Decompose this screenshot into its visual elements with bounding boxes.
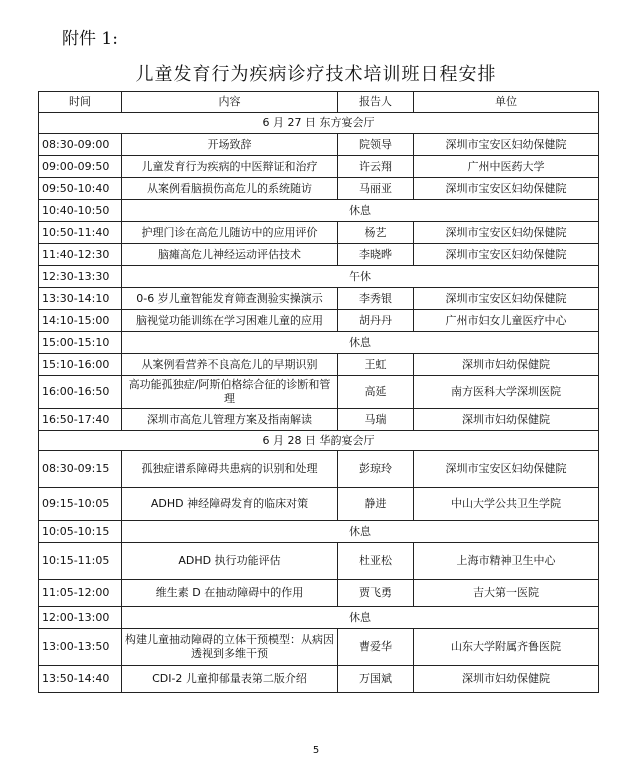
content-cell: 0-6 岁儿童智能发育筛查测验实操演示	[122, 288, 338, 310]
break-label: 休息	[122, 200, 599, 222]
time-cell: 10:05-10:15	[39, 521, 122, 543]
break-label: 休息	[122, 607, 599, 629]
content-cell: 脑视觉功能训练在学习困难儿童的应用	[122, 310, 338, 332]
speaker-cell: 李秀银	[338, 288, 414, 310]
time-cell: 13:30-14:10	[39, 288, 122, 310]
content-cell: CDI-2 儿童抑郁量表第二版介绍	[122, 666, 338, 693]
time-cell: 11:40-12:30	[39, 244, 122, 266]
organization-cell: 南方医科大学深圳医院	[414, 376, 599, 409]
annex-label: 附件 1:	[62, 29, 118, 49]
content-cell: 维生素 D 在抽动障碍中的作用	[122, 580, 338, 607]
speaker-cell: 杨艺	[338, 222, 414, 244]
table-row	[39, 134, 599, 156]
table-row	[39, 580, 599, 607]
time-cell: 08:30-09:00	[39, 134, 122, 156]
column-header-time: 时间	[39, 92, 122, 113]
speaker-cell: 王虹	[338, 354, 414, 376]
time-cell: 13:50-14:40	[39, 666, 122, 693]
content-cell: 孤独症谱系障碍共患病的识别和处理	[122, 451, 338, 488]
time-cell: 10:15-11:05	[39, 543, 122, 580]
content-cell: 从案例看脑损伤高危儿的系统随访	[122, 178, 338, 200]
table-row	[39, 178, 599, 200]
organization-cell: 吉大第一医院	[414, 580, 599, 607]
content-cell: 儿童发育行为疾病的中医辩证和治疗	[122, 156, 338, 178]
organization-cell: 深圳市宝安区妇幼保健院	[414, 451, 599, 488]
day-header: 6 月 28 日 华韵宴会厅	[39, 431, 599, 451]
content-cell: 高功能孤独症/阿斯伯格综合征的诊断和管理	[122, 376, 338, 409]
day-header: 6 月 27 日 东方宴会厅	[39, 113, 599, 134]
day-header-row	[39, 113, 599, 134]
column-header-speaker: 报告人	[338, 92, 414, 113]
organization-cell: 深圳市宝安区妇幼保健院	[414, 222, 599, 244]
break-label: 休息	[122, 521, 599, 543]
speaker-cell: 贾飞勇	[338, 580, 414, 607]
time-cell: 13:00-13:50	[39, 629, 122, 666]
content-cell: 护理门诊在高危儿随访中的应用评价	[122, 222, 338, 244]
break-label: 午休	[122, 266, 599, 288]
break-row	[39, 200, 599, 222]
table-row	[39, 666, 599, 693]
speaker-cell: 许云翔	[338, 156, 414, 178]
speaker-cell: 杜亚松	[338, 543, 414, 580]
time-cell: 12:30-13:30	[39, 266, 122, 288]
organization-cell: 上海市精神卫生中心	[414, 543, 599, 580]
table-row	[39, 156, 599, 178]
break-row	[39, 607, 599, 629]
organization-cell: 深圳市宝安区妇幼保健院	[414, 134, 599, 156]
page-title: 儿童发育行为疾病诊疗技术培训班日程安排	[135, 64, 497, 85]
table-row	[39, 222, 599, 244]
time-cell: 15:10-16:00	[39, 354, 122, 376]
speaker-cell: 彭琼玲	[338, 451, 414, 488]
table-row	[39, 488, 599, 521]
speaker-cell: 马瑞	[338, 409, 414, 431]
page-number: 5	[312, 745, 320, 756]
speaker-cell: 高延	[338, 376, 414, 409]
speaker-cell: 万国斌	[338, 666, 414, 693]
organization-cell: 山东大学附属齐鲁医院	[414, 629, 599, 666]
organization-cell: 深圳市宝安区妇幼保健院	[414, 244, 599, 266]
time-cell: 12:00-13:00	[39, 607, 122, 629]
content-cell: ADHD 神经障碍发育的临床对策	[122, 488, 338, 521]
content-cell: 开场致辞	[122, 134, 338, 156]
schedule-body	[39, 113, 599, 693]
speaker-cell: 胡丹丹	[338, 310, 414, 332]
time-cell: 10:50-11:40	[39, 222, 122, 244]
time-cell: 14:10-15:00	[39, 310, 122, 332]
time-cell: 09:00-09:50	[39, 156, 122, 178]
table-row	[39, 288, 599, 310]
content-cell: ADHD 执行功能评估	[122, 543, 338, 580]
organization-cell: 广州市妇女儿童医疗中心	[414, 310, 599, 332]
content-cell: 从案例看营养不良高危儿的早期识别	[122, 354, 338, 376]
organization-cell: 中山大学公共卫生学院	[414, 488, 599, 521]
organization-cell: 深圳市妇幼保健院	[414, 666, 599, 693]
table-row	[39, 543, 599, 580]
break-row	[39, 266, 599, 288]
speaker-cell: 马丽亚	[338, 178, 414, 200]
column-header-organization: 单位	[414, 92, 599, 113]
organization-cell: 深圳市宝安区妇幼保健院	[414, 288, 599, 310]
organization-cell: 广州中医药大学	[414, 156, 599, 178]
time-cell: 10:40-10:50	[39, 200, 122, 222]
day-header-row	[39, 431, 599, 451]
content-cell: 深圳市高危儿管理方案及指南解读	[122, 409, 338, 431]
time-cell: 11:05-12:00	[39, 580, 122, 607]
time-cell: 09:15-10:05	[39, 488, 122, 521]
speaker-cell: 院领导	[338, 134, 414, 156]
schedule-table	[38, 91, 599, 693]
column-header-content: 内容	[122, 92, 338, 113]
time-cell: 09:50-10:40	[39, 178, 122, 200]
table-row	[39, 376, 599, 409]
content-cell: 构建儿童抽动障碍的立体干预模型：从病因透视到多维干预	[122, 629, 338, 666]
time-cell: 08:30-09:15	[39, 451, 122, 488]
speaker-cell: 静进	[338, 488, 414, 521]
speaker-cell: 李晓晔	[338, 244, 414, 266]
content-cell: 脑瘫高危儿神经运动评估技术	[122, 244, 338, 266]
table-row	[39, 244, 599, 266]
time-cell: 16:50-17:40	[39, 409, 122, 431]
break-row	[39, 332, 599, 354]
break-label: 休息	[122, 332, 599, 354]
table-row	[39, 409, 599, 431]
table-row	[39, 629, 599, 666]
break-row	[39, 521, 599, 543]
organization-cell: 深圳市妇幼保健院	[414, 354, 599, 376]
time-cell: 16:00-16:50	[39, 376, 122, 409]
table-row	[39, 354, 599, 376]
table-row	[39, 310, 599, 332]
speaker-cell: 曹爱华	[338, 629, 414, 666]
organization-cell: 深圳市宝安区妇幼保健院	[414, 178, 599, 200]
organization-cell: 深圳市妇幼保健院	[414, 409, 599, 431]
table-row	[39, 451, 599, 488]
time-cell: 15:00-15:10	[39, 332, 122, 354]
table-header-row	[39, 92, 599, 113]
